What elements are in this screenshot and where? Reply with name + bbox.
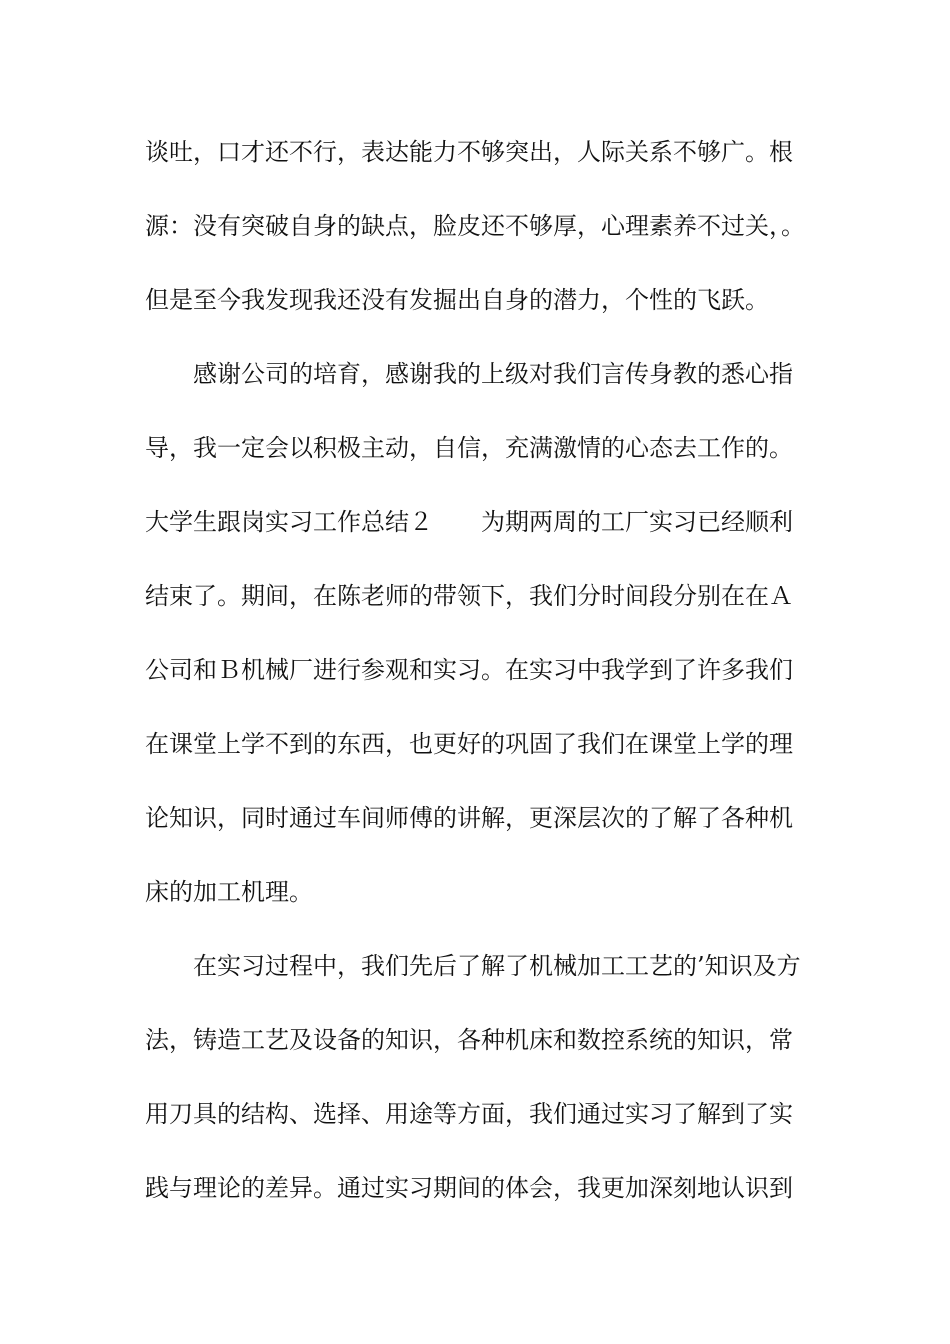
text-line: 源：没有突破自身的缺点，脸皮还不够厚，心理素养不过关，。 bbox=[145, 212, 805, 240]
text-line: 在实习过程中，我们先后了解了机械加工工艺的’知识及方 bbox=[193, 952, 801, 980]
text-line: 感谢公司的培育，感谢我的上级对我们言传身教的悉心指 bbox=[193, 360, 793, 388]
text-line: 结束了。期间，在陈老师的带领下，我们分时间段分别在在Ａ bbox=[145, 582, 793, 610]
section-heading-line: 大学生跟岗实习工作总结２ 为期两周的工厂实习已经顺利 bbox=[145, 508, 793, 536]
text-line: 论知识，同时通过车间师傅的讲解，更深层次的了解了各种机 bbox=[145, 804, 793, 832]
body-text bbox=[145, 132, 825, 1242]
text-line: 谈吐，口才还不行，表达能力不够突出，人际关系不够广。根 bbox=[145, 138, 793, 166]
text-line: 践与理论的差异。通过实习期间的体会，我更加深刻地认识到 bbox=[145, 1174, 793, 1202]
text-line: 导，我一定会以积极主动，自信，充满激情的心态去工作的。 bbox=[145, 434, 793, 462]
text-line: 在课堂上学不到的东西，也更好的巩固了我们在课堂上学的理 bbox=[145, 730, 793, 758]
text-line: 公司和Ｂ机械厂进行参观和实习。在实习中我学到了许多我们 bbox=[145, 656, 793, 684]
text-line: 床的加工机理。 bbox=[145, 878, 313, 906]
text-line: 但是至今我发现我还没有发掘出自身的潜力，个性的飞跃。 bbox=[145, 286, 769, 314]
text-line: 用刀具的结构、选择、用途等方面，我们通过实习了解到了实 bbox=[145, 1100, 793, 1128]
text-line: 法，铸造工艺及设备的知识，各种机床和数控系统的知识，常 bbox=[145, 1026, 793, 1054]
